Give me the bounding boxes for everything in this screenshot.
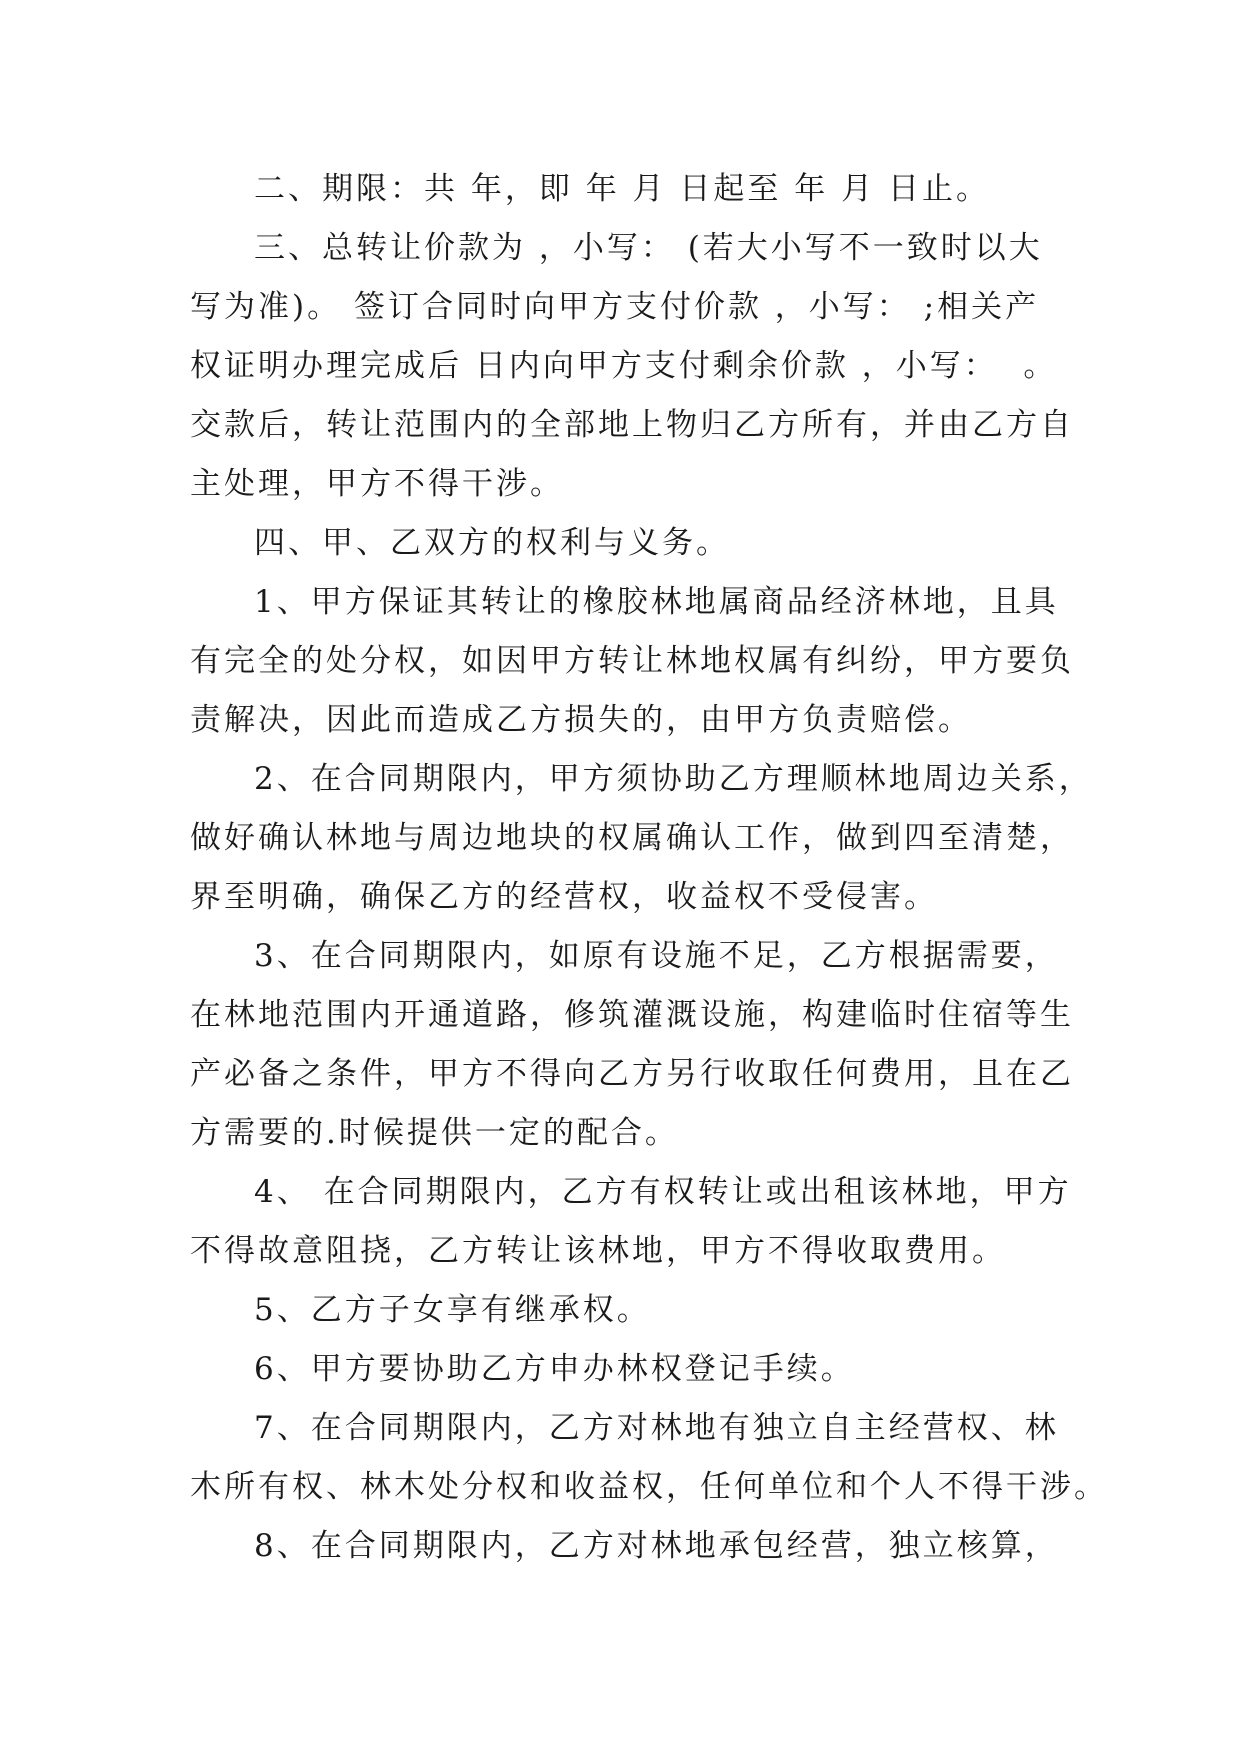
text-line: 6、甲方要协助乙方申办林权登记手续。: [254, 1351, 855, 1387]
text-line: 方需要的.时候提供一定的配合。: [190, 1115, 679, 1151]
text-line: 三、总转让价款为 ，小写： (若大小写不一致时以大: [254, 230, 1043, 266]
text-line: 写为准)。 签订合同时向甲方支付价款 ，小写： ;相关产: [190, 289, 1040, 325]
text-line: 四、甲、乙双方的权利与义务。: [254, 525, 730, 561]
paragraph: [190, 573, 1074, 750]
text-line: 5、乙方子女享有继承权。: [254, 1292, 651, 1328]
text-line: 1、甲方保证其转让的橡胶林地属商品经济林地，且具: [254, 584, 1059, 620]
paragraph: [190, 1163, 1072, 1281]
text-line: 做好确认林地与周边地块的权属确认工作，做到四至清楚，: [190, 820, 1074, 856]
text-line: 8、在合同期限内，乙方对林地承包经营，独立核算，: [254, 1528, 1059, 1564]
paragraph: [190, 1517, 1062, 1576]
text-line: 主处理，甲方不得干涉。: [190, 466, 564, 502]
text-line: 界至明确，确保乙方的经营权，收益权不受侵害。: [190, 879, 938, 915]
text-line: 二、期限：共 年，即 年 月 日起至 年 月 日止。: [254, 171, 990, 207]
text-line: 7、在合同期限内，乙方对林地有独立自主经营权、林: [254, 1410, 1059, 1446]
text-line: 木所有权、林木处分权和收益权，任何单位和个人不得干涉。: [190, 1469, 1108, 1505]
text-line: 有完全的处分权，如因甲方转让林地权属有纠纷，甲方要负: [190, 643, 1074, 679]
paragraph: [190, 160, 1062, 219]
paragraph: [190, 750, 1093, 927]
paragraph: [190, 1340, 1062, 1399]
paragraph: [190, 927, 1074, 1163]
paragraph: [190, 514, 1062, 573]
paragraph: [190, 1281, 1062, 1340]
text-line: 交款后，转让范围内的全部地上物归乙方所有，并由乙方自: [190, 407, 1074, 443]
text-line: 权证明办理完成后 日内向甲方支付剩余价款 ，小写： 。: [190, 348, 1058, 384]
text-line: 不得故意阻挠，乙方转让该林地，甲方不得收取费用。: [190, 1233, 1006, 1269]
paragraph: [190, 1399, 1108, 1517]
text-line: 产必备之条件，甲方不得向乙方另行收取任何费用，且在乙: [190, 1056, 1074, 1092]
paragraph: [190, 219, 1074, 514]
text-line: 4、 在合同期限内，乙方有权转让或出租该林地，甲方: [254, 1174, 1072, 1210]
text-line: 在林地范围内开通道路，修筑灌溉设施，构建临时住宿等生: [190, 997, 1074, 1033]
text-line: 3、在合同期限内，如原有设施不足，乙方根据需要，: [254, 938, 1059, 974]
text-line: 2、在合同期限内，甲方须协助乙方理顺林地周边关系，: [254, 761, 1093, 797]
text-line: 责解决，因此而造成乙方损失的，由甲方负责赔偿。: [190, 702, 972, 738]
document-body: [190, 160, 1108, 1576]
